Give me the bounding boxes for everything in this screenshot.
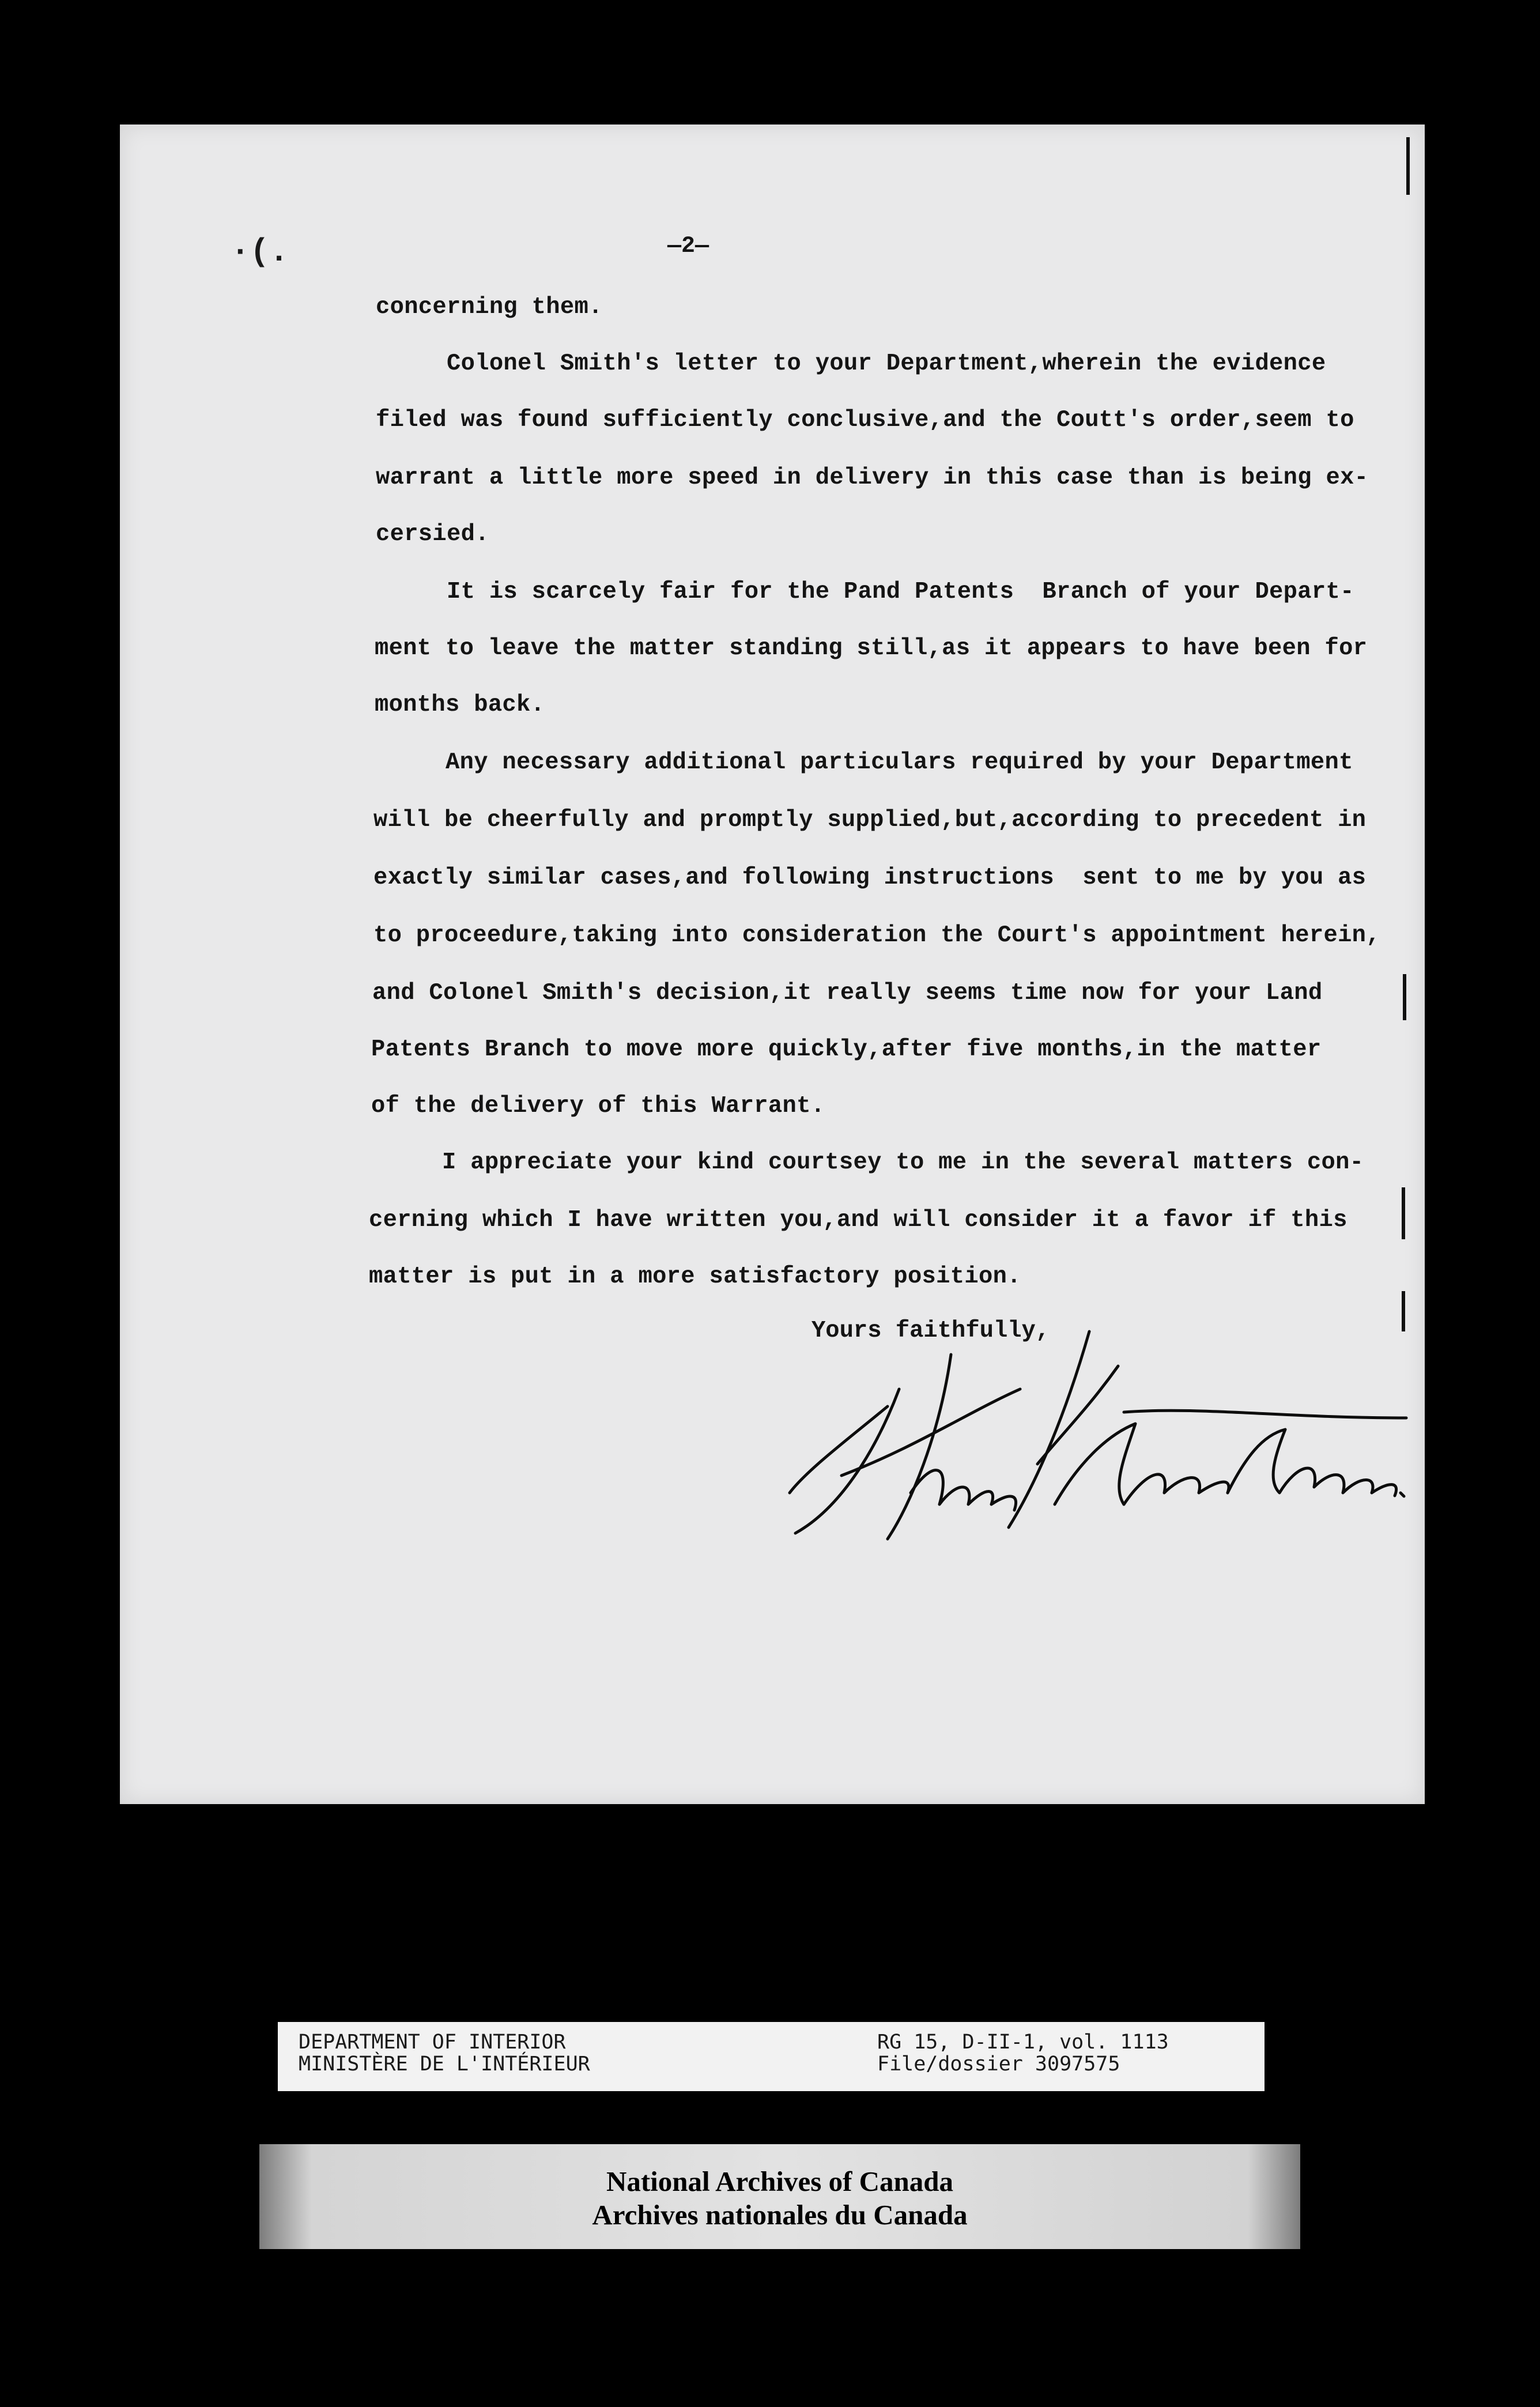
archives-name-fr: Archives nationales du Canada	[592, 2199, 968, 2231]
letter-line: and Colonel Smith's decision,it really seems time now for your Land	[372, 980, 1323, 1006]
letter-line: warrant a little more speed in delivery in this case than is being ex-	[376, 465, 1369, 491]
letter-line: Any necessary additional particulars required by your Department	[375, 749, 1353, 776]
page-edge-mark	[1402, 1291, 1405, 1331]
department-label	[299, 2031, 590, 2075]
archive-label	[278, 2022, 1265, 2091]
letter-line: It is scarcely fair for the Pand Patents Branch of your Depart-	[376, 579, 1354, 605]
letter-closing: Yours faithfully,	[811, 1318, 1050, 1344]
archives-banner	[259, 2144, 1300, 2249]
archives-name-en: National Archives of Canada	[606, 2165, 954, 2197]
page-edge-mark	[1403, 974, 1406, 1020]
page-edge-mark	[1406, 137, 1410, 195]
handwritten-signature	[767, 1320, 1418, 1562]
letter-line: concerning them.	[376, 294, 603, 320]
page-number: —2—	[667, 233, 709, 259]
letter-line: I appreciate your kind courtsey to me in the several matters con-	[371, 1149, 1364, 1176]
letter-line: will be cheerfully and promptly supplied,but,according to precedent in	[373, 807, 1367, 833]
file-number: File/dossier 3097575	[877, 2053, 1120, 2076]
record-group: RG 15, D-II-1, vol. 1113	[877, 2031, 1169, 2054]
letter-line: months back.	[375, 692, 545, 718]
page-edge-mark	[1402, 1187, 1405, 1239]
letter-line: to proceedure,taking into consideration the Court's appointment herein,	[373, 922, 1380, 949]
letter-line: ment to leave the matter standing still,as it appears to have been for	[375, 635, 1368, 662]
letter-line: of the delivery of this Warrant.	[371, 1093, 825, 1119]
department-fr: MINISTÈRE DE L'INTÉRIEUR	[299, 2053, 590, 2076]
letter-line: Colonel Smith's letter to your Department,wherein the evidence	[376, 350, 1326, 377]
letter-line: exactly similar cases,and following instructions sent to me by you as	[373, 865, 1367, 891]
file-reference	[877, 2031, 1169, 2075]
letter-line: cersied.	[376, 521, 489, 548]
letter-line: cerning which I have written you,and will consider it a favor if this	[369, 1207, 1348, 1233]
department-en: DEPARTMENT OF INTERIOR	[299, 2031, 566, 2054]
letter-line: filed was found sufficiently conclusive,and the Coutt's order,seem to	[376, 407, 1354, 433]
letter-line: matter is put in a more satisfactory position.	[369, 1263, 1021, 1290]
letter-line: Patents Branch to move more quickly,after five months,in the matter	[371, 1036, 1322, 1063]
corner-mark: ·(.	[231, 233, 289, 270]
